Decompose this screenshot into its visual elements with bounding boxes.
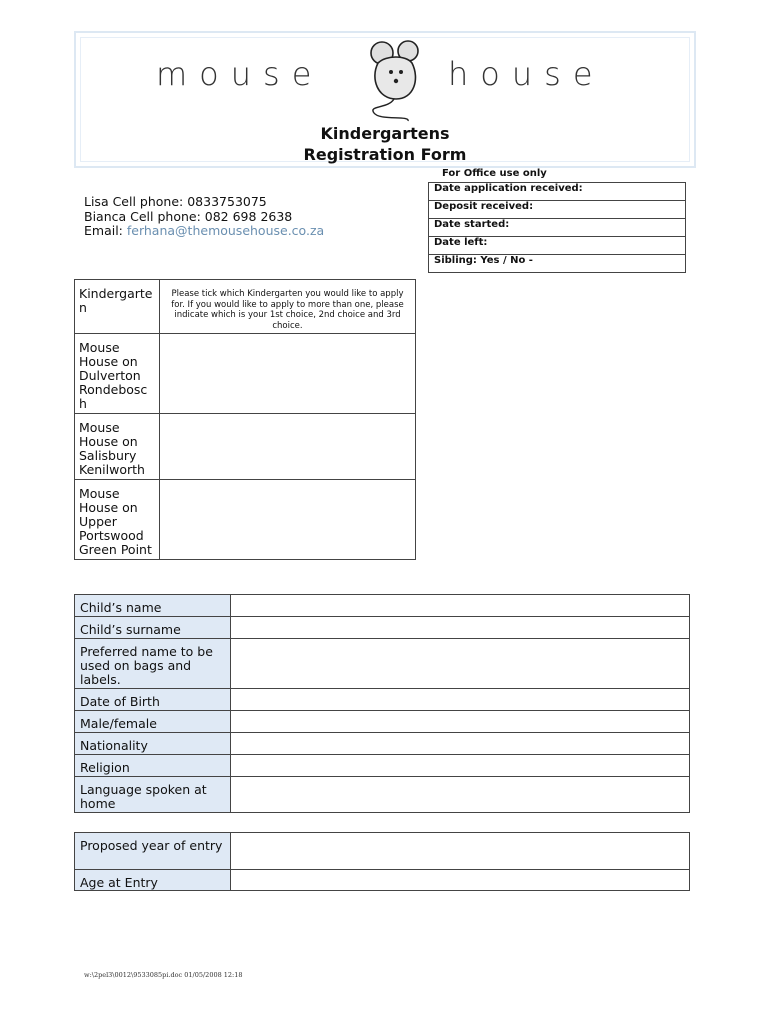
office-date-application[interactable]: Date application received: bbox=[429, 183, 686, 201]
email-label: Email: bbox=[84, 223, 127, 238]
header-banner bbox=[74, 31, 696, 168]
input-age-at-entry[interactable] bbox=[231, 870, 690, 891]
field-label-proposed-year: Proposed year of entry bbox=[75, 833, 231, 870]
kindergarten-option-salisbury: Mouse House on Salisbury Kenilworth bbox=[75, 414, 160, 480]
kindergarten-header: Kindergarte n bbox=[75, 280, 160, 334]
document-footer: w:\2pel3\0012\9533085pi.doc 01/05/2008 12:18 bbox=[84, 971, 243, 979]
mouse-logo-icon bbox=[364, 39, 430, 125]
office-deposit[interactable]: Deposit received: bbox=[429, 201, 686, 219]
kindergarten-option-portswood: Mouse House on Upper Portswood Green Point bbox=[75, 480, 160, 560]
office-row bbox=[429, 201, 686, 219]
input-childs-name[interactable] bbox=[231, 595, 690, 617]
office-use-label: For Office use only bbox=[442, 168, 547, 179]
office-date-started[interactable]: Date started: bbox=[429, 219, 686, 237]
input-home-language[interactable] bbox=[231, 777, 690, 813]
field-label-date-of-birth: Date of Birth bbox=[75, 689, 231, 711]
office-row bbox=[429, 219, 686, 237]
kindergarten-choice-cell-dulverton[interactable] bbox=[160, 334, 416, 414]
kindergarten-choice-cell-portswood[interactable] bbox=[160, 480, 416, 560]
input-date-of-birth[interactable] bbox=[231, 689, 690, 711]
field-label-nationality: Nationality bbox=[75, 733, 231, 755]
input-religion[interactable] bbox=[231, 755, 690, 777]
brand-left-word: mouse bbox=[156, 55, 324, 93]
brand-right-word: house bbox=[448, 55, 605, 93]
field-label-preferred-name: Preferred name to be used on bags and labels. bbox=[75, 639, 231, 689]
office-row bbox=[429, 183, 686, 201]
email-link[interactable]: ferhana@themousehouse.co.za bbox=[126, 223, 325, 238]
kindergarten-option-dulverton: Mouse House on Dulverton Rondebosc h bbox=[75, 334, 160, 414]
field-label-religion: Religion bbox=[75, 755, 231, 777]
field-label-childs-surname: Child’s surname bbox=[75, 617, 231, 639]
office-use-table bbox=[428, 182, 686, 273]
input-proposed-year[interactable] bbox=[231, 833, 690, 870]
child-details-table bbox=[74, 594, 690, 813]
office-row bbox=[429, 237, 686, 255]
input-childs-surname[interactable] bbox=[231, 617, 690, 639]
kindergarten-choice-cell-salisbury[interactable] bbox=[160, 414, 416, 480]
contact-info bbox=[84, 195, 324, 239]
field-label-age-at-entry: Age at Entry bbox=[75, 870, 231, 891]
kindergarten-instructions: Please tick which Kindergarten you would like to apply for. If you would like to apply to more than one, please indicate which is your 1st choice, 2nd choice and 3rd choice. bbox=[160, 280, 416, 334]
field-label-gender: Male/female bbox=[75, 711, 231, 733]
contact-bianca: Bianca Cell phone: 082 698 2638 bbox=[84, 208, 293, 224]
contact-lisa: Lisa Cell phone: 0833753075 bbox=[84, 194, 267, 209]
field-label-home-language: Language spoken at home bbox=[75, 777, 231, 813]
input-nationality[interactable] bbox=[231, 733, 690, 755]
office-date-left[interactable]: Date left: bbox=[429, 237, 686, 255]
input-gender[interactable] bbox=[231, 711, 690, 733]
title-kindergartens: Kindergartens bbox=[320, 124, 450, 143]
field-label-childs-name: Child’s name bbox=[75, 595, 231, 617]
title-registration-form: Registration Form bbox=[303, 145, 467, 164]
input-preferred-name[interactable] bbox=[231, 639, 690, 689]
office-row bbox=[429, 255, 686, 273]
kindergarten-choice-table bbox=[74, 279, 416, 560]
office-sibling[interactable]: Sibling: Yes / No - bbox=[429, 255, 686, 273]
entry-details-table bbox=[74, 832, 690, 891]
contact-email-row bbox=[84, 224, 324, 239]
